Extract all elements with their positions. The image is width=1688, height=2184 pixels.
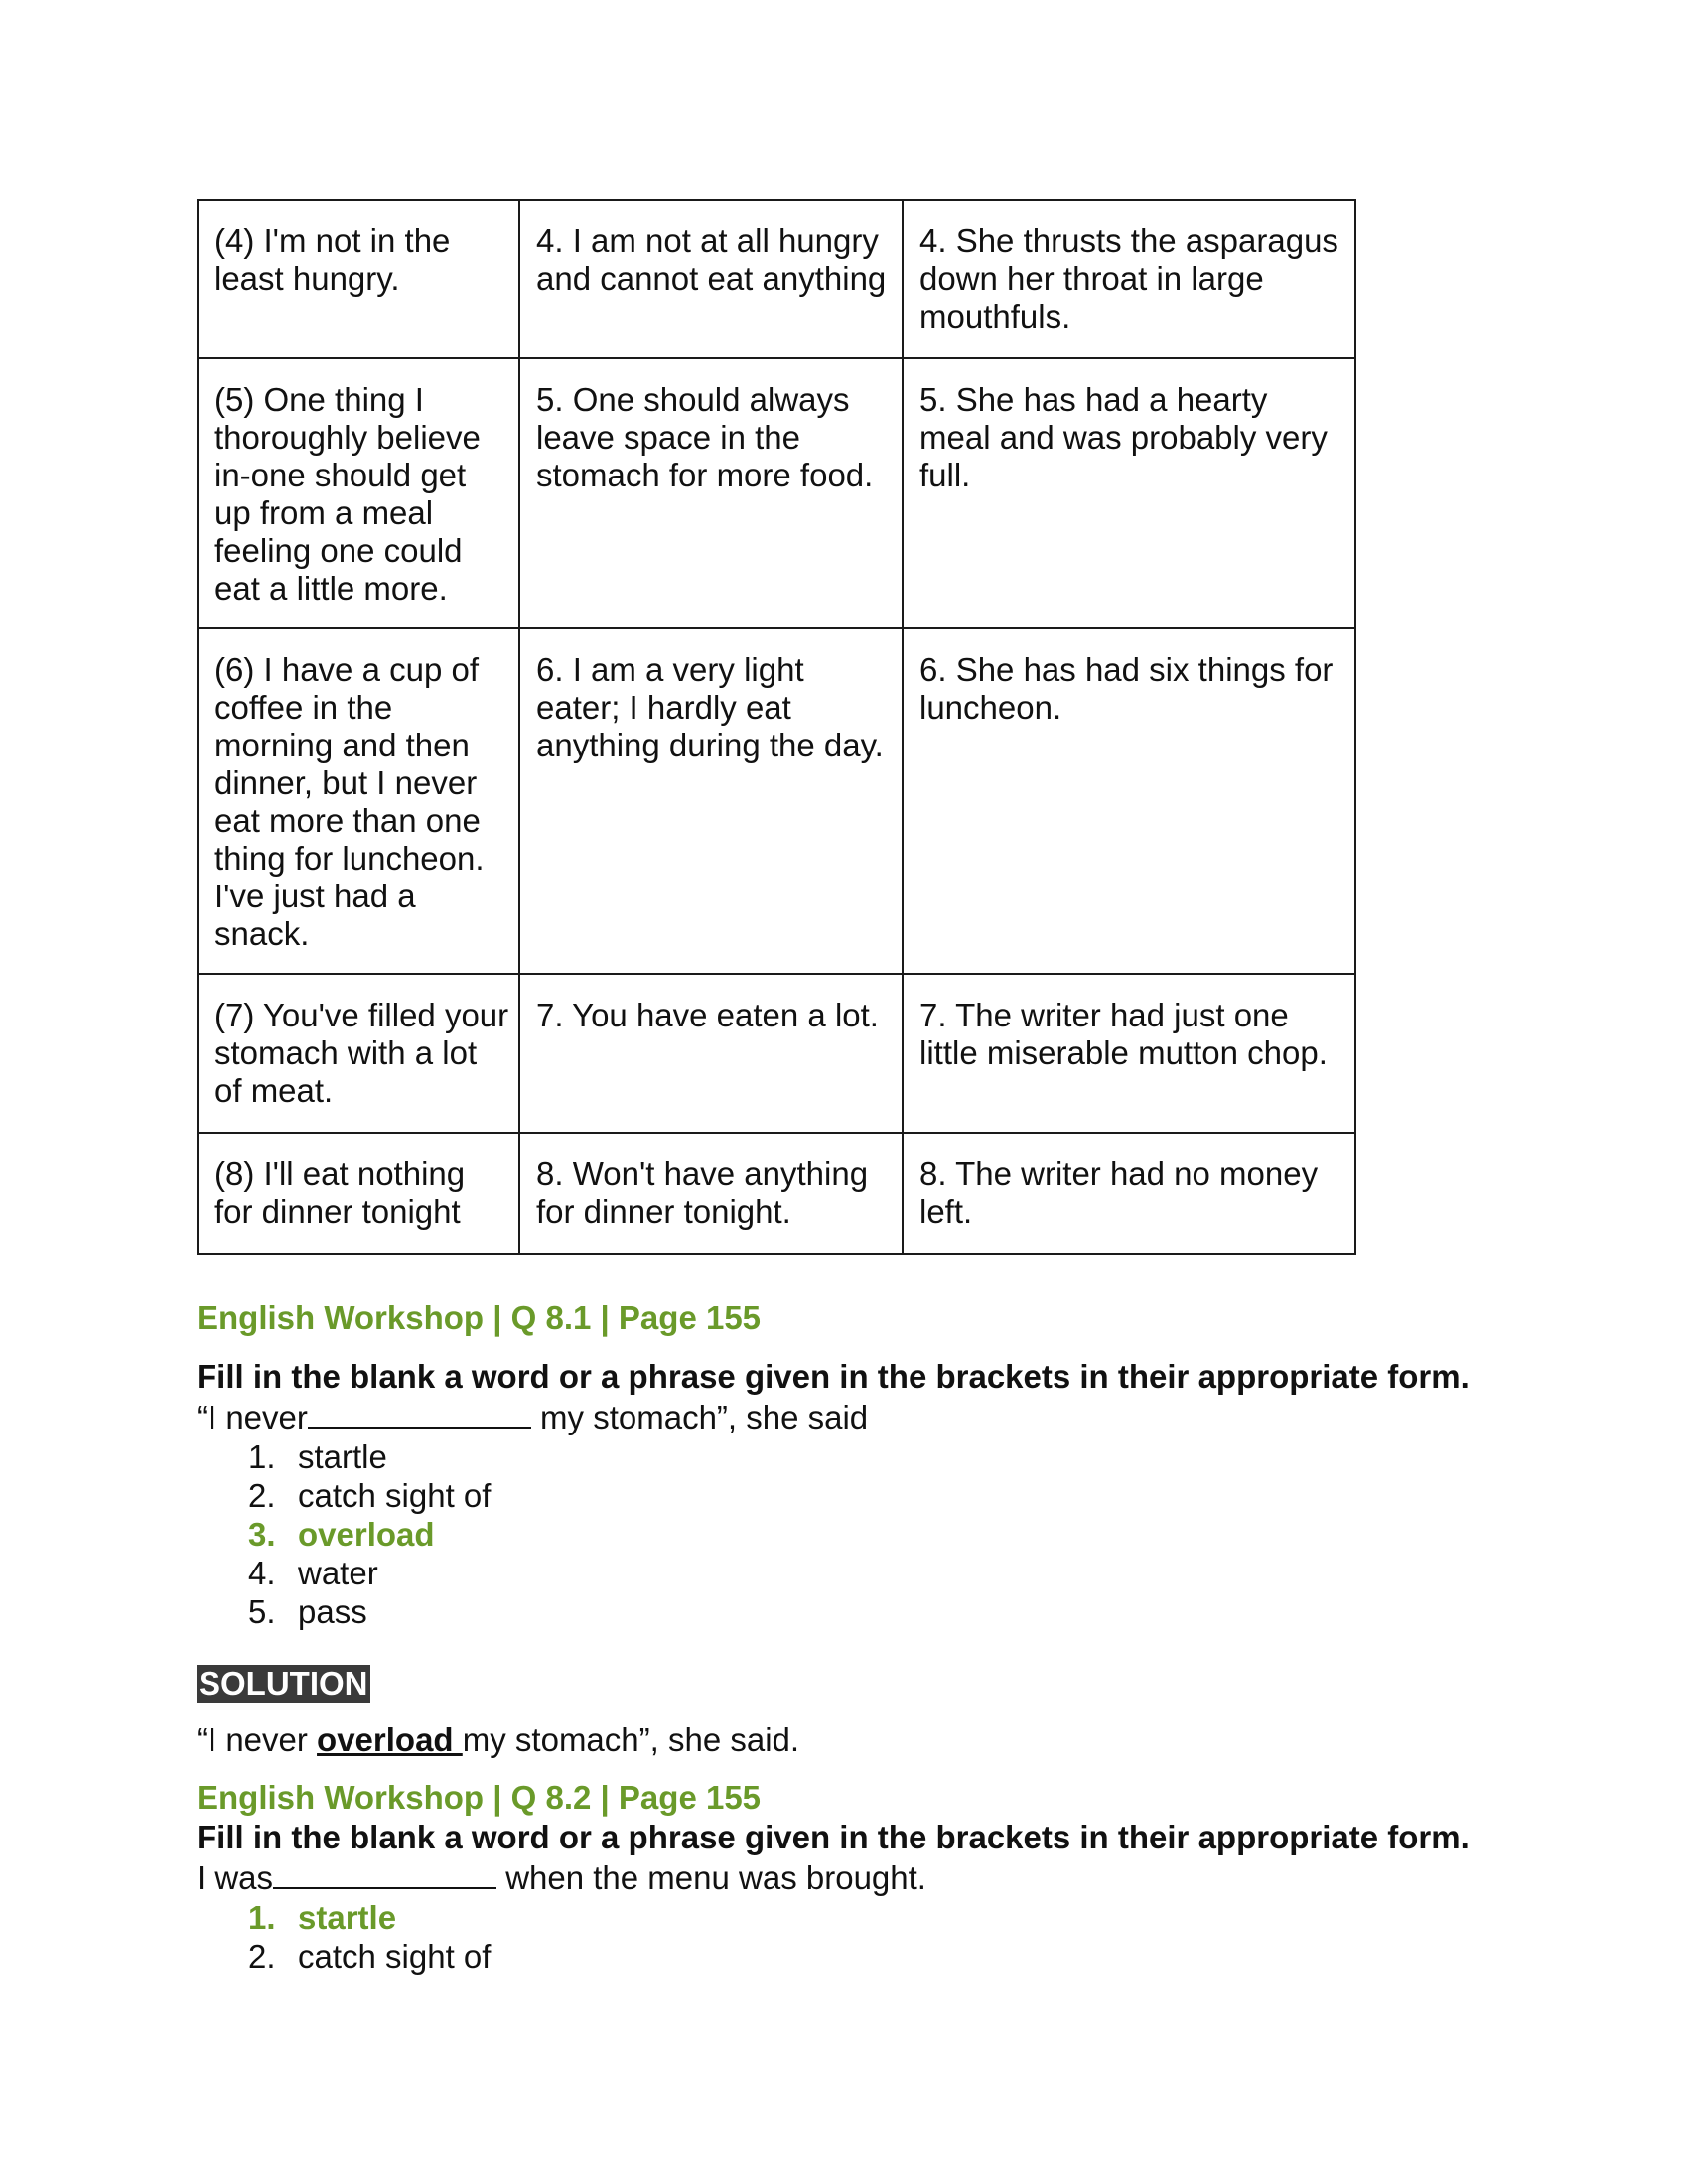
question-8-1 xyxy=(197,1298,1547,1760)
solution-badge: SOLUTION xyxy=(199,1665,368,1702)
question-8-2 xyxy=(197,1778,1547,1976)
options-list xyxy=(197,1437,1547,1631)
option-text: water xyxy=(298,1555,378,1591)
question-heading: English Workshop | Q 8.1 | Page 155 xyxy=(197,1299,762,1336)
table-row xyxy=(198,200,1355,358)
option-item-correct xyxy=(197,1898,1547,1937)
table-cell: (5) One thing I thoroughly believe in-one should get up from a meal feeling one could eat a little more. xyxy=(198,358,519,628)
solution-answer: overload xyxy=(317,1721,463,1758)
table-cell: 7. You have eaten a lot. xyxy=(519,974,903,1133)
question-heading: English Workshop | Q 8.2 | Page 155 xyxy=(197,1779,762,1816)
table-cell: (7) You've filled your stomach with a lot of meat. xyxy=(198,974,519,1133)
table-row xyxy=(198,628,1355,974)
option-item-correct xyxy=(197,1515,1547,1554)
option-item xyxy=(197,1937,1547,1976)
option-number: 1. xyxy=(248,1438,276,1475)
option-text: overload xyxy=(298,1516,435,1553)
question-sentence xyxy=(197,1857,1547,1898)
sentence-end: my stomach”, she said xyxy=(530,1399,869,1435)
comparison-table xyxy=(197,199,1356,1255)
sentence-end: when the menu was brought. xyxy=(496,1859,926,1896)
table-row xyxy=(198,1133,1355,1254)
answer-blank xyxy=(308,1397,531,1429)
option-item xyxy=(197,1592,1547,1631)
table-cell: 8. The writer had no money left. xyxy=(903,1133,1355,1254)
option-item xyxy=(197,1476,1547,1515)
option-number: 2. xyxy=(248,1477,276,1514)
option-text: catch sight of xyxy=(298,1938,492,1975)
options-list xyxy=(197,1898,1547,1976)
question-sentence xyxy=(197,1397,1547,1437)
option-number: 5. xyxy=(248,1593,276,1630)
table-row xyxy=(198,358,1355,628)
option-text: startle xyxy=(298,1899,397,1936)
table-cell: (6) I have a cup of coffee in the morning and then dinner, but I never eat more than one thing for luncheon. I've just had a snack. xyxy=(198,628,519,974)
option-item xyxy=(197,1554,1547,1592)
question-instruction: Fill in the blank a word or a phrase given in the brackets in their appropriate form. xyxy=(197,1358,1470,1395)
table-cell: 6. I am a very light eater; I hardly eat anything during the day. xyxy=(519,628,903,974)
answer-blank xyxy=(273,1857,496,1889)
solution-end: my stomach”, she said. xyxy=(462,1721,800,1758)
question-instruction: Fill in the blank a word or a phrase given in the brackets in their appropriate form. xyxy=(197,1819,1470,1855)
table-cell: 5. One should always leave space in the stomach for more food. xyxy=(519,358,903,628)
solution-start: “I never xyxy=(197,1721,318,1758)
option-text: pass xyxy=(298,1593,367,1630)
option-number: 1. xyxy=(248,1899,276,1936)
table-cell: 8. Won't have anything for dinner tonight. xyxy=(519,1133,903,1254)
table-cell: (4) I'm not in the least hungry. xyxy=(198,200,519,358)
table-cell: 5. She has had a hearty meal and was probably very full. xyxy=(903,358,1355,628)
sentence-start: “I never xyxy=(197,1399,308,1435)
option-number: 2. xyxy=(248,1938,276,1975)
option-item xyxy=(197,1437,1547,1476)
table-cell: (8) I'll eat nothing for dinner tonight xyxy=(198,1133,519,1254)
solution-sentence xyxy=(197,1720,1547,1760)
table-cell: 4. She thrusts the asparagus down her throat in large mouthfuls. xyxy=(903,200,1355,358)
table-row xyxy=(198,974,1355,1133)
option-number: 4. xyxy=(248,1555,276,1591)
option-text: catch sight of xyxy=(298,1477,492,1514)
table-cell: 4. I am not at all hungry and cannot eat anything xyxy=(519,200,903,358)
option-number: 3. xyxy=(248,1516,276,1553)
option-text: startle xyxy=(298,1438,387,1475)
table-cell: 7. The writer had just one little miserable mutton chop. xyxy=(903,974,1355,1133)
document-page xyxy=(197,199,1547,1976)
table-cell: 6. She has had six things for luncheon. xyxy=(903,628,1355,974)
sentence-start: I was xyxy=(197,1859,274,1896)
